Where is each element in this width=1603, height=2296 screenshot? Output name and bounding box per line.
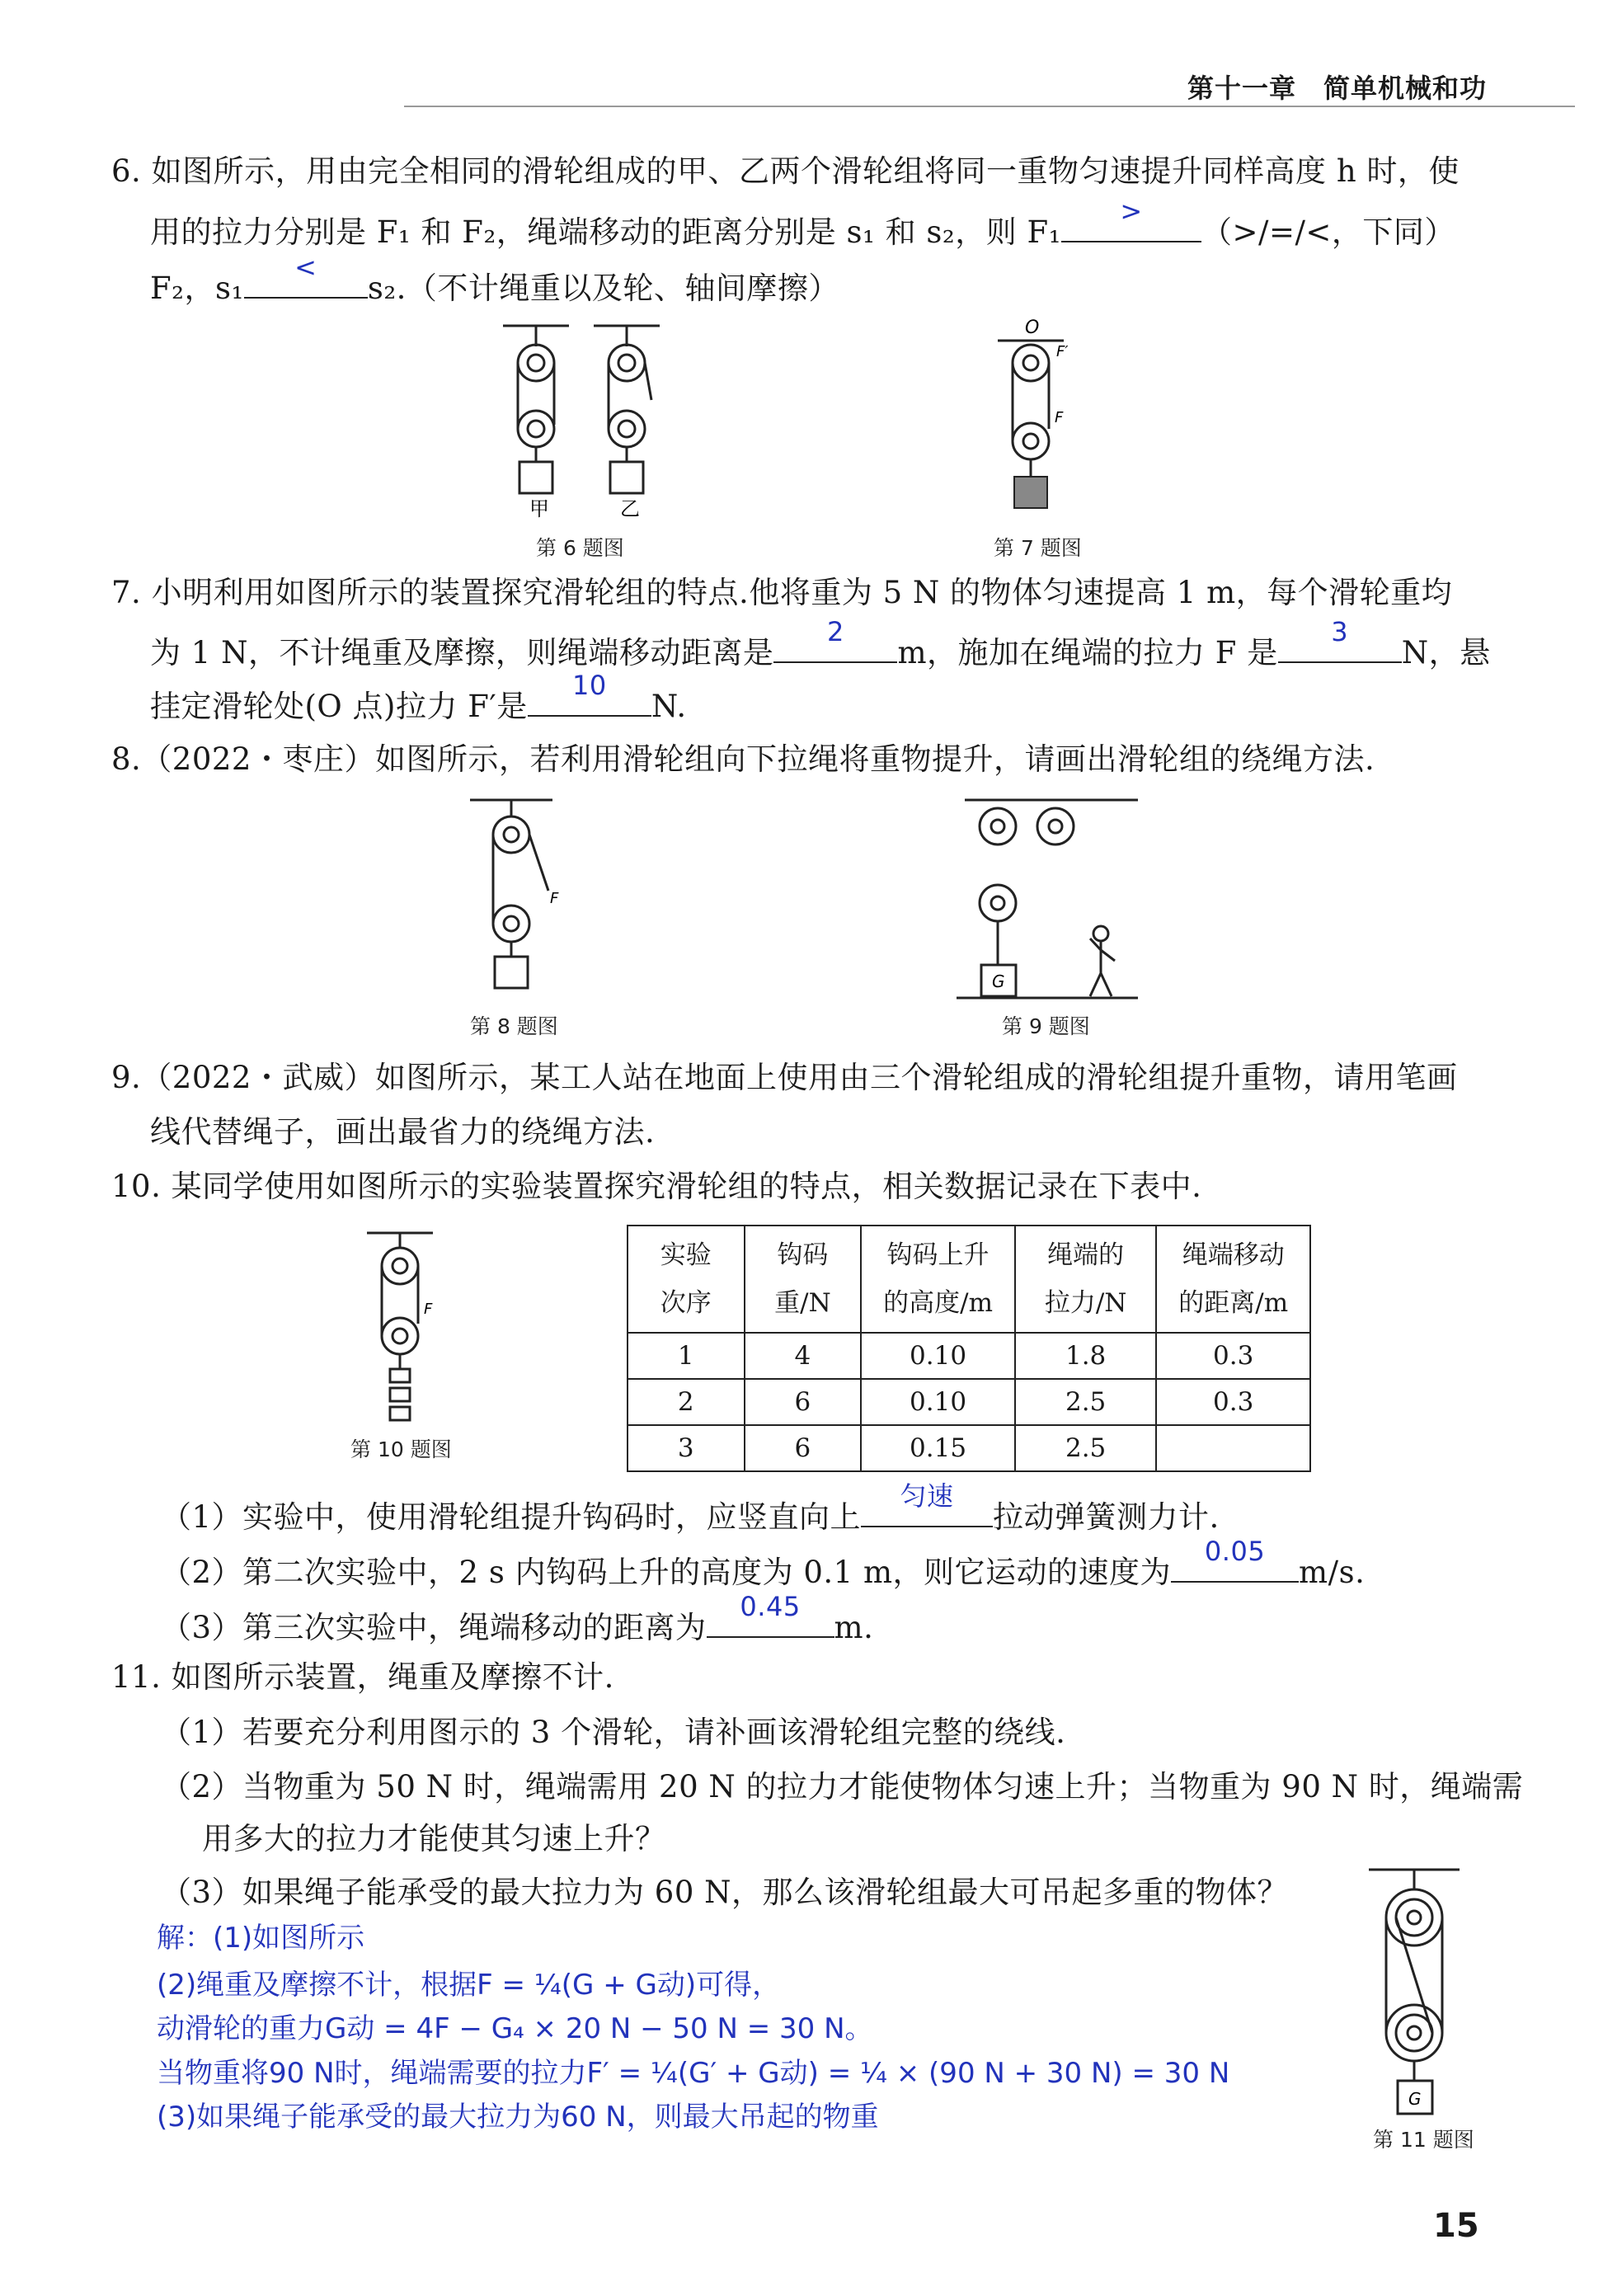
table-cell: 2 (628, 1379, 745, 1425)
solution-line4: 当物重将90 N时，绳端需要的拉力F′ = ¼(G′ + G动) = ¼ × (90 N + 30 N) = 30 N (157, 2057, 1230, 2090)
q7-line1: 7. 小明利用如图所示的装置探究滑轮组的特点.他将重为 5 N 的物体匀速提高 1 m，每个滑轮重均 (111, 575, 1453, 610)
fig7-label-o: O (1025, 318, 1040, 338)
q7-line2b: m，施加在绳端的拉力 F 是 (897, 635, 1278, 670)
table-header-row (628, 1226, 1310, 1333)
table-header-cell: 绳端移动 的距离/m (1156, 1226, 1310, 1333)
fig9-label-g: G (992, 972, 1005, 991)
figure-8 (458, 792, 590, 1019)
q10-sub3b: m. (834, 1610, 874, 1645)
table-cell: 6 (745, 1379, 862, 1425)
figure-7 (985, 313, 1084, 528)
q10-sub2b: m/s. (1299, 1555, 1366, 1590)
fig8-caption: 第 8 题图 (470, 1014, 558, 1038)
q7-blank1[interactable] (773, 616, 897, 663)
table-cell: 1 (628, 1333, 745, 1379)
q11-sub2a: （2）当物重为 50 N 时，绳端需用 20 N 的拉力才能使物体匀速上升；当物重为 90 N 时，绳端需 (161, 1769, 1524, 1804)
q6-answer1: > (1120, 195, 1143, 227)
q7-answer2: 3 (1331, 616, 1349, 647)
table-cell: 2.5 (1015, 1425, 1157, 1471)
fig8-label-f: F (550, 890, 559, 907)
figure-11 (1361, 1860, 1476, 2132)
q6-line3a: F₂，s₁ (150, 271, 244, 306)
q10-blank1[interactable] (861, 1480, 993, 1527)
q10-sub3a: （3）第三次实验中，绳端移动的距离为 (161, 1610, 707, 1645)
q7-answer1: 2 (827, 616, 844, 647)
q10-blank2[interactable] (1171, 1536, 1299, 1583)
table-cell: 1.8 (1015, 1333, 1157, 1379)
q10-sub1a: （1）实验中，使用滑轮组提升钩码时，应竖直向上 (161, 1499, 862, 1535)
q7-line3b: N. (651, 689, 687, 724)
table-cell: 3 (628, 1425, 745, 1471)
table-cell: 0.3 (1156, 1333, 1310, 1379)
table-row (628, 1379, 1310, 1425)
fig11-caption: 第 11 题图 (1373, 2128, 1474, 2152)
q6-blank2[interactable] (244, 252, 368, 299)
table-cell: 0.15 (861, 1425, 1015, 1471)
table-cell: 0.10 (861, 1333, 1015, 1379)
solution-line5: (3)如果绳子能承受的最大拉力为60 N，则最大吊起的物重 (157, 2101, 879, 2134)
table-header-cell: 实验 次序 (628, 1226, 745, 1333)
q7-blank3[interactable] (528, 670, 651, 717)
figure-10 (355, 1225, 454, 1427)
table-cell: 4 (745, 1333, 862, 1379)
q6-line3b: s₂.（不计绳重以及轮、轴间摩擦） (367, 271, 839, 306)
q11-line1: 11. 如图所示装置，绳重及摩擦不计. (111, 1659, 614, 1695)
solution-line3: 动滑轮的重力G动 = 4F − G₄ × 20 N − 50 N = 30 N。 (157, 2012, 873, 2045)
table-row (628, 1333, 1310, 1379)
q9-line1: 9.（2022・武威）如图所示，某工人站在地面上使用由三个滑轮组成的滑轮组提升重物，请用笔画 (111, 1060, 1458, 1095)
table-header-cell: 钩码 重/N (745, 1226, 862, 1333)
fig6-label-b: 乙 (620, 497, 640, 520)
fig7-label-fprime: F′ (1056, 343, 1069, 360)
q11-sub1: （1）若要充分利用图示的 3 个滑轮，请补画该滑轮组完整的绕线. (161, 1715, 1066, 1750)
q10-sub2 (161, 1536, 1366, 1591)
q7-line2c: N，悬 (1401, 635, 1491, 670)
q10-sub2a: （2）第二次实验中，2 s 内钩码上升的高度为 0.1 m，则它运动的速度为 (161, 1555, 1172, 1590)
q10-answer2: 0.05 (1204, 1536, 1266, 1567)
fig6-label-a: 甲 (529, 497, 549, 520)
figure-9 (957, 792, 1146, 1006)
q7-line2 (150, 616, 1491, 671)
fig6-caption: 第 6 题图 (536, 536, 624, 560)
data-table (627, 1225, 1311, 1472)
q10-answer3: 0.45 (740, 1591, 801, 1622)
q11-sub2b: 用多大的拉力才能使其匀速上升？ (202, 1821, 666, 1856)
solution-line2: (2)绳重及摩擦不计，根据F = ¼(G + G动)可得， (157, 1969, 781, 2002)
fig7-label-f: F (1055, 409, 1064, 426)
q7-line3a: 挂定滑轮处(O 点)拉力 F′是 (150, 689, 528, 724)
q10-blank3[interactable] (707, 1591, 834, 1638)
q6-line2b: （>/=/<，下同） (1201, 214, 1455, 250)
table-cell: 0.3 (1156, 1379, 1310, 1425)
q10-line1: 10. 某同学使用如图所示的实验装置探究滑轮组的特点，相关数据记录在下表中. (111, 1169, 1202, 1204)
figure-6 (495, 318, 676, 536)
q10-sub1 (161, 1480, 1220, 1536)
table-cell: 2.5 (1015, 1379, 1157, 1425)
q10-answer1: 匀速 (900, 1480, 954, 1512)
q9-line2: 线代替绳子，画出最省力的绕绳方法. (150, 1114, 656, 1150)
q7-blank2[interactable] (1278, 616, 1402, 663)
q8-line1: 8.（2022・枣庄）如图所示，若利用滑轮组向下拉绳将重物提升，请画出滑轮组的绕绳方法. (111, 741, 1375, 777)
q10-sub1b: 拉动弹簧测力计. (993, 1499, 1220, 1535)
fig7-caption: 第 7 题图 (994, 536, 1082, 560)
q6-line2 (150, 195, 1455, 251)
fig10-label-f: F (424, 1301, 433, 1318)
solution-line1: 解：(1)如图所示 (157, 1922, 365, 1955)
table-header-cell: 钩码上升 的高度/m (861, 1226, 1015, 1333)
page-number: 15 (1433, 2207, 1479, 2245)
q7-line3 (150, 670, 687, 725)
q7-answer3: 10 (571, 670, 607, 701)
table-cell: 6 (745, 1425, 862, 1471)
table-cell: 0.10 (861, 1379, 1015, 1425)
q6-line1: 6. 如图所示，用由完全相同的滑轮组成的甲、乙两个滑轮组将同一重物匀速提升同样高度 h 时，使 (111, 153, 1460, 189)
q6-blank1[interactable] (1061, 195, 1201, 242)
q11-sub3: （3）如果绳子能承受的最大拉力为 60 N，那么该滑轮组最大可吊起多重的物体？ (161, 1875, 1289, 1910)
fig10-caption: 第 10 题图 (350, 1437, 452, 1461)
table-cell (1156, 1425, 1310, 1471)
q6-line3 (150, 252, 839, 307)
table-header-cell: 绳端的 拉力/N (1015, 1226, 1157, 1333)
fig9-caption: 第 9 题图 (1002, 1014, 1090, 1038)
q6-line2a: 用的拉力分别是 F₁ 和 F₂，绳端移动的距离分别是 s₁ 和 s₂，则 F₁ (150, 214, 1061, 250)
q7-line2a: 为 1 N，不计绳重及摩擦，则绳端移动距离是 (150, 635, 774, 670)
header-rule (404, 106, 1575, 107)
table-row (628, 1425, 1310, 1471)
q6-answer2: < (294, 252, 317, 283)
chapter-header: 第十一章 简单机械和功 (1187, 73, 1488, 104)
fig11-label-g: G (1408, 2089, 1422, 2109)
q10-sub3 (161, 1591, 874, 1646)
